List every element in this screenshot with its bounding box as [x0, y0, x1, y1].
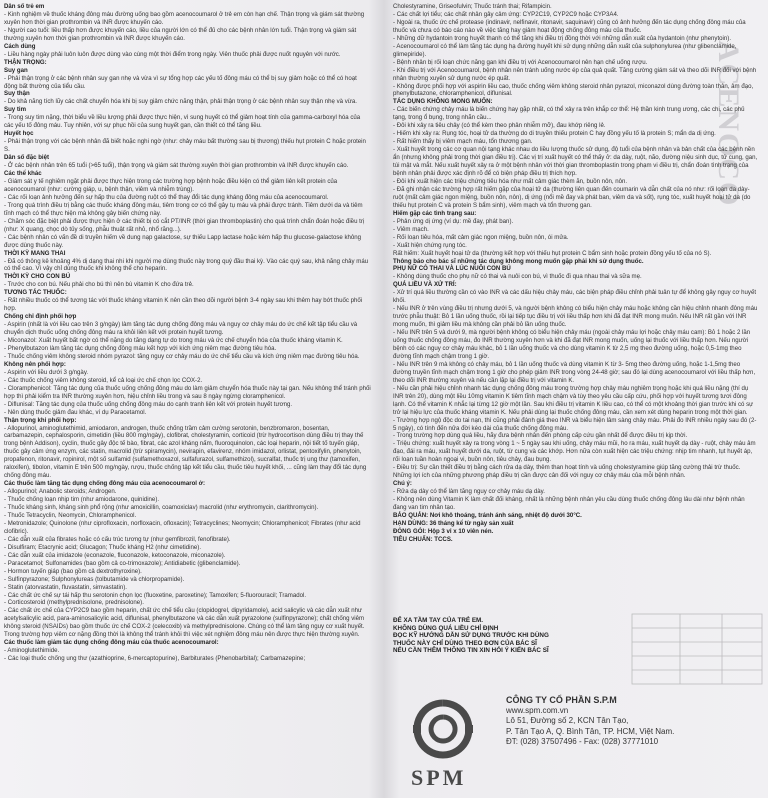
section-heading: TIÊU CHUẨN: TCCS. [393, 535, 453, 543]
body-paragraph: - Nếu INR trên 9 mà không có chảy máu, bỏ 1 lần uống thuốc và dùng vitamin K từ 3- 5mg theo đường uống, hoặc 1-1,5mg theo đường truyền tĩnh mạch chậm trong 1 giờ cho phép giảm INR trong vòng 24-48 giờ; sau đó lại dùng acenocoumarol với liều thấp hơn, theo dõi INR thường xuyên và nếu cần lặp lại điều trị với vitamin K. [393, 360, 756, 384]
body-paragraph: - Do khả năng tích lũy các chất chuyển hóa khi bị suy giảm chức năng thận, phải thận trọng ở các bệnh nhân suy thận nhẹ và vừa. [4, 98, 357, 106]
company-info [506, 695, 674, 748]
body-paragraph: - Các chất ức chế của CYP2C9 bao gồm heparin, chất ức chế tiểu cầu (clopidogrel, dipyridamole), acid salicylic và các dẫn xuất như acetylsalicylic acid, para-aminosalicylic acid, diflunisal, phenylbutazone và các dẫn xuất pyrazolone (sulfinpyrazone); chất chống viêm không steroid (NSAIDs) bao gồm thuốc ức chế COX-2 (celecoxib) và methylprednisolone. Chúng có thể làm tăng nguy cơ xuất huyết. Trong trường hợp viêm cơ nặng đồng thời là không thể tránh khỏi thì việc xét nghiệm đông máu nên được thực hiện thường xuyên. [4, 607, 365, 639]
body-paragraph: - Phải thận trọng ở các bệnh nhân suy gan nhẹ và vừa vì sự tổng hợp các yếu tố đông máu có thể bị suy giảm hoặc có thể có hoạt động bất thường của tiểu cầu. [4, 74, 357, 90]
body-paragraph: - Trong suy tim nặng, thời biểu về liều lượng phải được thực hiện, vì sung huyết có thể giảm hoạt tính của gamma-carboxyl hóa của các yếu tố đông máu. Tuy nhiên, với sự phục hồi của sung huyết gan, cần thiết có thể tăng liều. [4, 114, 361, 130]
show-through-table [630, 612, 765, 687]
body-paragraph: - Paracetamol; Sulfonamides (bao gồm cả co-trimoxazole); Antidiabetic (glibenclamide). [4, 559, 241, 567]
body-paragraph: - Trước cho con bú. Nếu phải cho bú thì nên bù vitamin K cho đứa trẻ. [4, 281, 194, 289]
body-paragraph: - Các dẫn xuất của imidazole (econazole, fluconazole, ketoconazole, miconazole). [4, 551, 226, 559]
body-paragraph: - Cloramphenicol: Tăng tác dụng của thuốc uống chống đông máu do làm giảm chuyển hóa thuốc này tại gan. Nếu không thể tránh phối hợp thì phải kiểm tra INR thường xuyên hơn, hiệu chỉnh liều trong và sau 8 ngày ngừng cloramphenicol. [4, 384, 371, 400]
body-paragraph: - Đôi khi xuất hiện các triệu chứng tiêu hóa như mất cảm giác thèm ăn, buồn nôn, nôn. [393, 177, 628, 185]
section-heading: TÁC DỤNG KHÔNG MONG MUỐN: [393, 98, 493, 106]
notice-line: ĐỌC KỸ HƯỚNG DẪN SỬ DỤNG TRƯỚC KHI DÙNG [393, 632, 549, 639]
section-heading: Hiếm gặp các tình trạng sau: [393, 209, 477, 217]
section-heading: BẢO QUẢN: Nơi khô thoáng, tránh ánh sáng, nhiệt độ dưới 30°C. [393, 512, 582, 519]
section-heading: THẬN TRỌNG: [4, 58, 47, 66]
body-paragraph: Rất hiếm: Xuất huyết hoại tử da (thường kết hợp với thiếu hụt protein C bẩm sinh hoặc protein đồng yếu tố của nó S). [393, 249, 712, 257]
company-website: www.spm.com.vn [506, 705, 569, 715]
body-paragraph: - Allopurinol; Anabolic steroids; Androgen. [4, 488, 117, 496]
body-paragraph: - Ngoài ra, thuốc ức chế protease (indinavir, nelfinavir, ritonavir, saquinavir) cũng có ảnh hưởng đến tác dụng chống đông máu của thuốc và chưa có báo cáo nào về việc tăng hay giảm hoạt động chống đông máu của thuốc. [393, 18, 746, 34]
section-heading: Chống chỉ định phối hợp [4, 313, 77, 321]
section-heading: Cách dùng [4, 42, 36, 50]
section-heading: ĐÓNG GÓI: Hộp 3 vỉ x 10 viên nén. [393, 527, 494, 535]
body-paragraph: Cholestyramine, Griseofulvin; Thuốc tránh thai; Rifampicin. [393, 3, 552, 10]
section-heading: Dân số đặc biệt [4, 154, 50, 162]
body-paragraph: - Các chất lợi tiểu; các chất nhân gây cảm ứng: CYP2C19, CYP2C9 hoặc CYP3A4. [393, 10, 619, 18]
body-paragraph: - Aminoglutethimide. [4, 647, 60, 655]
body-paragraph: - Bệnh nhân bị rối loạn chức năng gan khi điều trị với Acenocoumarol nên hạn chế uống rượu. [393, 58, 648, 66]
section-heading: Dân số trẻ em [4, 3, 45, 10]
body-paragraph: - Các loại thuốc chống ung thư (azathioprine, 6-mercaptopurine), Barbiturates (Phenobarbital); Carbamazepine; [4, 655, 306, 663]
section-heading: Suy gan [4, 66, 28, 74]
body-paragraph: - Các biến chứng chảy máu là biến chứng hay gặp nhất, có thể xảy ra trên khắp cơ thể: Hệ thần kinh trung ương, các chi, các phủ tạng, trong ổ bụng, trong nhãn cầu... [393, 106, 745, 122]
section-heading: Thận trọng khi phối hợp: [4, 416, 77, 424]
left-column-text [4, 3, 371, 798]
company-contact: ĐT: (028) 37507496 - Fax: (028) 37771010 [506, 737, 659, 746]
body-paragraph: - Trường hợp ngộ độc do tai nạn, thì cũng phải đánh giá theo INR và biểu hiện lâm sàng chảy máu. Phải đo INR nhiều ngày sau đó (2-5 ngày), có tính đến nửa đời kéo dài của thuốc chống đông máu. [393, 416, 757, 432]
body-paragraph: - Thuốc Tetracyclin, Neomycin, Chloramphenicol. [4, 512, 137, 519]
section-heading: PHỤ NỮ CÓ THAI VÀ LÚC NUÔI CON BÚ [393, 265, 511, 273]
body-paragraph: - Viêm mạch. [393, 225, 429, 233]
body-paragraph: - Miconazol: Xuất huyết bất ngờ có thể nặng do tăng dạng tự do trong máu và ức chế chuyển hóa của thuốc kháng vitamin K. [4, 337, 343, 345]
notice-line: KHÔNG DÙNG QUÁ LIỀU CHỈ ĐỊNH [393, 624, 499, 632]
body-paragraph: - Giám sát y tế nghiêm ngặt phải được thực hiện trong các trường hợp bệnh hoặc điều kiện có thể giảm liên kết protein của acenocoumarol (như: cường giáp, u, bệnh thận, viêm và nhiễm trùng). [4, 177, 338, 193]
company-block [393, 695, 763, 790]
warning-notice [393, 617, 623, 655]
body-paragraph: - Disulfiram; Etacrynic acid; Glucagon; Thuốc kháng H2 (như cimetidine). [4, 543, 202, 551]
body-paragraph: - Chăm sóc đặc biệt phải được thực hiện ở các thiết bị có cắt PT/INR (thời gian thromboplastin) cho quá trình chẩn đoán hoặc điều trị (như: X quang, chọc dò tủy sống, phẫu thuật rất nhỏ, nhổ răng...). [4, 217, 365, 233]
body-paragraph: - Hiếm khi xảy ra: Rụng tóc, hoại tử da thường do di truyền thiếu protein C hay đồng yếu tố là protein S; mẩn da dị ứng. [393, 130, 716, 138]
body-paragraph: - Phản ứng dị ứng (ví dụ: mề đay, phát ban). [393, 217, 514, 225]
body-paragraph: - Acenocoumarol có thể làm tăng tác dụng hạ đường huyết khi sử dụng những dẫn xuất của sulphonylurea (như glibenclamide, glimepiride). [393, 42, 737, 58]
body-paragraph: - Allopurinol, aminoglutethimid, amiodaron, androgen, thuốc chống trầm cảm cường serotonin, benzbromaron, bosentan, carbamazepin, cephalosporin, cimetidin (liều 800 mg/ngày), clofibrat, cholestyramin, corticoid (trừ hydrocortison dùng điều trị thay thế trong bệnh Addison), cyclin, thuốc gây độc tế bào, fibrat, các azol kháng nấm, fluoroquinolon, các loại heparin, nội tiết tố tuyến giáp, thuốc gây cảm ứng enzym, các statin, macrolid (trừ spiramycin), nevirapin, efavirenz, nhóm imidazol, orlistat, pentoxifylin, phenytoin, propafenon, ritonavir, ropinirol, một số sulfamid (sulfamethoxazol, sulfafurazol, sulfamethizol), sucralfat, thuốc trị ung thư (tamoxifen, raloxifen), tibolon, vitamin E trên 500 mg/ngày, rượu, thuốc chống tập kết tiểu cầu, thuốc tiêu huyết khối, ... cũng làm thay đổi tác dụng chống đông máu. [4, 424, 367, 480]
body-paragraph: - Xuất hiện chứng rụng tóc. [393, 241, 467, 249]
body-paragraph: - Diflunisal: Tăng tác dụng của thuốc uống chống đông máu do cạnh tranh liên kết với protein huyết tương. [4, 400, 293, 408]
logo-text: SPM [411, 765, 467, 790]
body-paragraph: - Kinh nghiệm về thuốc kháng đông máu đường uống bao gồm acenocoumarol ở trẻ em còn hạn chế. Thận trọng và giám sát thường xuyên hơn thời gian prothrombin và INR được khuyến cáo. [4, 10, 365, 26]
right-column-text [393, 3, 758, 613]
body-paragraph: - Aspirin với liều dưới 3 g/ngày. [4, 368, 89, 376]
body-paragraph: - Rối loạn tiêu hóa, mất cảm giác ngon miệng, buồn nôn, ói mửa. [393, 233, 569, 241]
section-heading: Các thuốc làm giảm tác dụng chống đông máu của thuốc acenocoumarol: [4, 639, 219, 647]
notice-line: ĐỂ XA TẦM TAY CỦA TRẺ EM. [393, 617, 484, 624]
section-heading: HẠN DÙNG: 36 tháng kể từ ngày sản xuất [393, 519, 514, 527]
body-paragraph: - Không nên dùng Vitamin K làm chất đối kháng, nhất là những bệnh nhân yêu cầu dùng thuốc chống đông lâu dài như bệnh nhân đang van tim nhân tạo. [393, 496, 745, 512]
body-paragraph: - Các rối loạn ảnh hưởng đến sự hấp thu của đường ruột có thể thay đổi tác dụng kháng đông máu của acenocoumarol. [4, 193, 329, 201]
section-heading: THỜI KỲ MANG THAI [4, 249, 66, 257]
body-paragraph: - Hormon tuyến giáp (bao gồm cả dextrothyroxine). [4, 567, 142, 575]
body-paragraph: - Không được phối hợp với aspirin liều cao, thuốc chống viêm không steroid nhân pyrazol, miconazol dùng đường toàn thân, âm đạo, phenylbutazone, chloramphenicol, diflunisal. [393, 82, 754, 98]
section-heading: Suy thận [4, 90, 30, 98]
company-address-line-2: P. Tân Tạo A, Q. Bình Tân, TP. HCM, Việt Nam. [506, 726, 675, 736]
body-paragraph: - Aspirin (nhất là với liều cao trên 3 g/ngày) làm tăng tác dụng chống đông máu và nguy cơ chảy máu do ức chế kết tập tiểu cầu và chuyển dịch thuốc uống chống đông máu ra khỏi liên kết với protein huyết tương. [4, 321, 358, 337]
body-paragraph: - Những dữ hydantoin trong huyết thanh có thể tăng khi điều trị đồng thời với những dẫn xuất của hydantoin (như phenytoin). [393, 34, 732, 42]
section-heading: Các thể khác [4, 170, 42, 178]
section-heading: TƯƠNG TÁC THUỐC: [4, 289, 67, 297]
section-heading: Thông báo cho bác sĩ những tác dụng không mong muốn gặp phải khi sử dụng thuốc. [393, 257, 644, 265]
body-paragraph: - Phải thận trọng với các bệnh nhân đã biết hoặc nghi ngờ (như: chảy máu bất thường sau bị thương) thiếu hụt protein C hoặc protein S. [4, 138, 366, 154]
body-paragraph: - Rất hiếm thấy bị viêm mạch máu, tổn thương gan. [393, 138, 533, 146]
body-paragraph: - Thuốc chống loạn nhịp tim (như amiodarone, quinidine). [4, 496, 160, 504]
section-heading: QUÁ LIỀU VÀ XỬ TRÍ: [393, 281, 457, 289]
body-paragraph: - Các bệnh nhân có vấn đề di truyền hiếm về dung nạp galactose, sự thiếu Lapp lactase hoặc kém hấp thu glucose-galactose không được dùng thuốc này. [4, 233, 362, 249]
body-paragraph: - Các dẫn xuất của fibrates hoặc có cấu trúc tương tự (như gemfibrozil, fenofibrate). [4, 535, 231, 543]
body-paragraph: - Các thuốc chống viêm không steroid, kể cả loại ức chế chọn lọc COX-2. [4, 376, 203, 384]
body-paragraph: - Người cao tuổi: liều thấp hơn được khuyến cáo, liều của người lớn có thể đủ cho các bệnh nhân lớn tuổi. Thận trọng và giám sát thường xuyên hơn thời gian prothrombin và INR được khuyến cáo. [4, 26, 357, 42]
body-paragraph: - Trong quá trình điều trị bằng các thuốc kháng đông máu, tiêm trong cơ có thể gây tụ máu và phải được tránh. Tiêm dưới da và tiêm tĩnh mạch có thể thực hiện mà không gây biến chứng này. [4, 201, 363, 217]
body-paragraph: - Đã có thông kê khoảng 4% dị dạng thai nhi khi người mẹ dùng thuốc này trong quý đầu thai kỳ. Vào các quý sau, khả năng chảy máu có thể cao. Vì vậy chỉ dùng thuốc khi không thể cho heparin. [4, 257, 369, 273]
show-through-text: ACENOCO [712, 40, 745, 208]
body-paragraph: - Đôi khi xảy ra tiêu chảy (có thể kèm theo phân nhiễm mỡ), đau khớp riêng lẻ. [393, 122, 606, 130]
body-paragraph: - Đã ghi nhận các trường hợp rất hiếm gặp của hoại tử da (thường liên quan đến coumarin và dẫn chất của nó như: rối loạn da dày-ruột (mất cảm giác ngon miệng, buồn nôn, nôn), dị ứng (nổi mề đay và phát ban, viêm da và sốt), rụng tóc, xuất huyết hoại tử da (do thiếu hụt protein C và protein S bẩm sinh), viêm mạch và tổn thương gan. [393, 185, 751, 209]
section-heading: Huyết học [4, 130, 34, 138]
section-heading: Suy tim [4, 106, 27, 114]
body-paragraph: - Điều trị: Sự cần thiết điều trị bằng cách rửa dạ dày, thêm than hoạt tính và uống cholestyramine giúp tăng cường thải trừ thuốc. Những lợi ích của những phương pháp điều trị cần được cân đối với nguy cơ chảy máu của mỗi bệnh nhân. [393, 464, 741, 480]
body-paragraph: - Không dùng thuốc cho phụ nữ có thai và nuôi con bú, vì thuốc đi qua nhau thai và sữa mẹ. [393, 273, 642, 281]
body-paragraph: - Statin (atorvastatin, fluvastatin, simvastatin). [4, 583, 127, 591]
body-paragraph: - Phenylbutazon làm tăng tác dụng chống đông máu kết hợp với kích ứng niêm mạc đường tiêu hóa. [4, 344, 277, 352]
body-paragraph: - Trong trường hợp dùng quá liều, hãy đưa bệnh nhân đến phòng cấp cứu gần nhất để được điều trị kịp thời. [393, 432, 688, 440]
body-paragraph: - Nên dùng thuốc giảm đau khác, ví dụ Paracetamol. [4, 408, 147, 416]
body-paragraph: - Xuất huyết trong các cơ quan nội tạng khác nhau do liều lượng thuốc sử dụng, độ tuổi của bệnh nhân và bản chất của các bệnh nền ẩn (nhưng không phải trong thời gian điều trị). Các vị trí xuất huyết có thể thấy ở: da dày, ruột, não, đường niệu sinh dục, tử cung, gan, túi mật và mắt. Nếu xuất huyết xảy ra ở một bệnh nhân với thời gian thromboplastin trong phạm vi điều trị, chẩn đoán tình trạng của bệnh nhân phải được xác định rõ để có biện pháp điều trị thích hợp. [393, 146, 758, 178]
company-name: CÔNG TY CỔ PHẦN S.P.M [506, 695, 617, 705]
body-paragraph: - Rất nhiều thuốc có thể tương tác với thuốc kháng vitamin K nên cần theo dõi người bệnh 3-4 ngày sau khi thêm hay bớt thuốc phối hợp. [4, 297, 363, 313]
body-paragraph: - Các chất ức chế sự tái hấp thu serotonin chọn lọc (fluoxetine, paroxetine); Tamoxifen; 5-fluorouracil; Tramadol. [4, 591, 307, 599]
notice-line: THUỐC NÀY CHỈ DÙNG THEO ĐƠN CỦA BÁC SĨ [393, 639, 537, 647]
body-paragraph: - Xử trí quá liều thường cần có vào INR và các dấu hiệu chảy máu, các biện pháp điều chỉnh phải tuân tự để không gây nguy cơ huyết khối. [393, 289, 757, 305]
body-paragraph: - Thuốc chống viêm không steroid nhóm pyrazol: tăng nguy cơ chảy máu do ức chế tiểu cầu và kích ứng niêm mạc đường tiêu hóa. [4, 352, 360, 360]
company-address-line-1: Lô 51, Đường số 2, KCN Tân Tạo, [506, 716, 629, 725]
body-paragraph: - Ở các bệnh nhân trên 65 tuổi (>65 tuổi), thận trọng và giám sát thường xuyên thời gian prothrombin và INR được khuyến cáo. [4, 162, 349, 170]
section-heading: Chú ý: [393, 480, 412, 488]
body-paragraph: - Liều hàng ngày phải luôn luôn được dùng vào cùng một thời điểm trong ngày. Viên thuốc phải được nuốt nguyên với nước. [4, 50, 341, 58]
body-paragraph: - Rửa dạ dày có thể làm tăng nguy cơ chảy máu dạ dày. [393, 488, 545, 496]
body-paragraph: - Corticosteroid (methylprednisolone, prednisolone). [4, 599, 144, 607]
body-paragraph: - Triệu chứng: xuất huyết xảy ra trong vòng 1 ~ 5 ngày sau khi uống, chảy máu mũi, ho ra máu, xuất huyết dạ dày - ruột, chảy máu âm đạo, đái ra máu, xuất huyết dưới da, ruột, từ cung và các khớp. Hơn nữa còn xuất hiện các triệu chứng: nhịp tim nhanh, tụt huyết áp, rối loạn tuần hoàn ngoại vi, buồn nôn, tiêu chảy, đau bụng. [393, 440, 756, 464]
body-paragraph: - Sulfinpyrazone; Sulphonylureas (tolbutamide và chlorpropamide). [4, 575, 185, 583]
notice-line: NẾU CẦN THÊM THÔNG TIN XIN HỎI Ý KIẾN BÁC SĨ [393, 647, 549, 654]
body-paragraph: - Nếu INR trên 5 và dưới 9, mà người bệnh không có biểu hiện chảy máu (ngoài chảy máu lợi hoặc chảy máu cam): Bỏ 1 hoặc 2 lần uống thuốc chống đông máu, đo INR thường xuyên hơn và khi đã đạt INR mong muốn, uống lại thuốc với liều thấp hơn. Nếu người bệnh có các nguy cơ chảy máu khác, bỏ 1 lần uống thuốc và cho dùng vitamin K từ 2,5 mg theo đường uống, hoặc 0,5-1mg theo đường tĩnh mạch chậm trong 1 giờ. [393, 329, 751, 360]
body-paragraph: - Nếu cần phải hiệu chỉnh nhanh tác dụng chống đông máu trong trường hợp chảy máu nghiêm trọng hoặc khi quá liều nặng (thí dụ INR trên 20), dùng một liều 10mg vitamin K tiêm tĩnh mạch chậm và tùy theo yêu cầu cấp cứu, phối hợp với huyết tương tươi đông lạnh. Có thể vitamin K nhắc lại từng 12 giờ một lần. Sau khi điều trị vitamin K liều cao, có thể có một khoảng thời gian trước khi có sự trở lại hiệu lực của thuốc kháng vitamin K. Nếu phải dùng lại thuốc chống đông máu, cần xem xét dùng heparin trong một thời gian. [393, 384, 754, 416]
section-heading: Các thuốc làm tăng tác dụng chống đông máu của acenocoumarol ở: [4, 480, 206, 488]
section-heading: Không nên phối hợp: [4, 360, 66, 368]
body-paragraph: - Khi điều trị với Acenocoumarol, bệnh nhân nên tránh uống nước ép của quả quất. Tăng cường giám sát và theo dõi INR đối với bệnh nhân thường xuyên sử dụng nước ép quất. [393, 66, 757, 82]
section-heading: THỜI KỲ CHO CON BÚ [4, 273, 71, 281]
body-paragraph: - Metronidazole; Quinolone (như ciprofloxacin, norfloxacin, ofloxacin); Tetracyclines; Neomycin; Chloramphenicol; Fibrates (như acid clofibric). [4, 519, 361, 535]
body-paragraph: - Thuốc kháng sinh, kháng sinh phổ rộng (như amoxicillin, coamoxiclav) macrolid (như erythromycin, clarithromycin). [4, 504, 319, 512]
body-paragraph: - Nếu INR ở trên vùng điều trị nhưng dưới 5, và người bệnh không có biểu hiện chảy máu hoặc không cần hiệu chỉnh nhanh đông máu trước phẫu thuật: Bỏ 1 lần uống thuốc, rồi lại tiếp tục điều trị với liều thấp hơn khi đã đạt INR mong muốn. Nếu INR rất gần với INR mong muốn, thì giảm liều mà không cần phải bỏ lần uống thuốc. [393, 305, 758, 329]
